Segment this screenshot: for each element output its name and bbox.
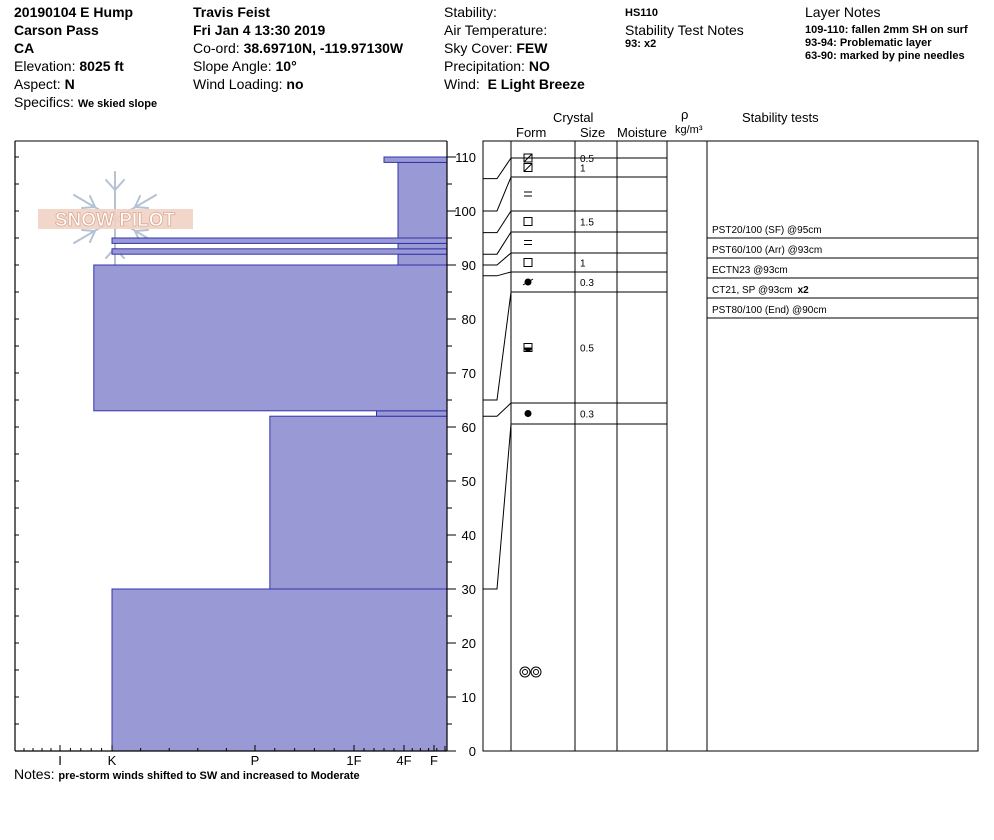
- profile-title: 20190104 E Hump: [14, 4, 134, 20]
- layer-notes-label: Layer Notes: [805, 4, 881, 20]
- crystal-size: 1: [580, 163, 586, 175]
- hardness-tick-label: F: [430, 753, 438, 768]
- melt-cluster-icon-inner: [534, 670, 539, 675]
- hardness-bar: [112, 238, 447, 243]
- stability-test-suffix: x2: [797, 285, 809, 296]
- hardness-bar: [398, 254, 447, 265]
- surface-hoar-icon-diagonal: [524, 164, 532, 172]
- rho-header: ρ: [681, 107, 689, 122]
- melt-cluster-icon: [531, 667, 541, 677]
- crystal-size: 0.5: [580, 343, 594, 355]
- stability-label: Stability:: [444, 4, 497, 20]
- wind-loading-label: Wind Loading:: [193, 76, 283, 92]
- coord-value: 38.69710N, -119.97130W: [243, 40, 404, 56]
- stability-test: ECTN23 @93cm: [712, 265, 788, 276]
- faceted-icon: [524, 218, 532, 226]
- stability-test: CT21, SP @93cm x2: [712, 285, 809, 296]
- hardness-bar: [398, 243, 447, 248]
- precip-value: NO: [528, 58, 550, 74]
- state: CA: [14, 40, 35, 56]
- elevation-value: 8025 ft: [79, 58, 124, 74]
- observer: Travis Feist: [193, 4, 271, 20]
- sky-label: Sky Cover:: [444, 40, 513, 56]
- crystal-size: 0.3: [580, 278, 594, 289]
- slope-label: Slope Angle:: [193, 58, 272, 74]
- faceted-rounded-icon-fill: [524, 348, 532, 352]
- depth-tick-label: 40: [461, 528, 476, 543]
- hs-value: HS110: [625, 7, 659, 19]
- depth-tick-label: 70: [461, 366, 476, 381]
- depth-tick-label: 80: [461, 312, 476, 327]
- specifics-value: We skied slope: [77, 98, 158, 110]
- moisture-header: Moisture: [617, 125, 667, 140]
- wind-label: Wind:: [444, 76, 480, 92]
- faceted-icon: [524, 259, 532, 267]
- slope-value: 10°: [275, 58, 297, 74]
- crystal-size: 1: [580, 258, 586, 270]
- hardness-bar: [112, 249, 447, 254]
- hardness-tick-label: 4F: [396, 753, 412, 768]
- hardness-tick-label: 1F: [346, 753, 362, 768]
- wind-value: E Light Breeze: [487, 76, 585, 92]
- density-unit-header: kg/m³: [675, 124, 703, 136]
- hardness-bar: [384, 157, 447, 162]
- hardness-tick-label: P: [250, 753, 260, 768]
- melt-cluster-icon-inner: [523, 670, 528, 675]
- elevation-label: Elevation:: [14, 58, 76, 74]
- notes-value: pre-storm winds shifted to SW and increased to Moderate: [58, 770, 360, 782]
- hardness-bar: [377, 411, 448, 416]
- sky-value: FEW: [516, 40, 548, 56]
- crystal-size: 1.5: [580, 217, 594, 229]
- layer-note: 63-90: marked by pine needles: [805, 50, 965, 62]
- aspect-label: Aspect:: [14, 76, 61, 92]
- depth-tick-label: 20: [461, 636, 476, 651]
- form-header: Form: [516, 125, 547, 140]
- stability-test: PST60/100 (Arr) @93cm: [712, 245, 823, 256]
- stability-tests-header: Stability tests: [742, 110, 819, 125]
- layer-note: 109-110: fallen 2mm SH on surf: [805, 25, 968, 36]
- depth-tick-label: 110: [455, 150, 476, 165]
- size-header: Size: [580, 125, 606, 140]
- crystal-size: 0.3: [580, 409, 594, 421]
- hardness-bar: [94, 265, 447, 411]
- depth-tick-label: 30: [461, 582, 476, 597]
- hardness-bar: [270, 416, 447, 589]
- stability-notes-value: 93: x2: [625, 38, 657, 50]
- depth-tick-label: 60: [461, 420, 476, 435]
- stability-test: PST20/100 (SF) @95cm: [712, 225, 822, 236]
- stability-notes-label: Stability Test Notes: [625, 22, 744, 38]
- aspect-value: N: [64, 76, 75, 92]
- depth-tick-label: 50: [461, 474, 476, 489]
- crystal-grid: [483, 141, 978, 751]
- layer-note: 93-94: Problematic layer: [805, 37, 932, 49]
- air-temp-label: Air Temperature:: [444, 22, 548, 38]
- hardness-bar: [112, 589, 447, 751]
- notes-label: Notes:: [14, 766, 55, 782]
- hardness-bar: [398, 162, 447, 238]
- specifics-label: Specifics:: [14, 94, 74, 110]
- rounded-grains-icon: [525, 410, 532, 417]
- melt-cluster-icon: [520, 667, 530, 677]
- wind-loading-value: no: [286, 76, 304, 92]
- crystal-header: Crystal: [553, 110, 594, 125]
- hardness-tick-label: I: [58, 753, 62, 768]
- precip-label: Precipitation:: [444, 58, 525, 74]
- stability-test: PST80/100 (End) @90cm: [712, 305, 827, 316]
- hardness-tick-label: K: [107, 753, 117, 768]
- depth-tick-label: 100: [454, 204, 476, 219]
- depth-tick-label: 10: [461, 690, 476, 705]
- logo-text: SNOW PILOT: [54, 210, 176, 231]
- depth-tick-label: 0: [468, 744, 476, 759]
- location: Carson Pass: [14, 22, 99, 38]
- hardness-profile: [94, 157, 447, 751]
- depth-tick-label: 90: [461, 258, 476, 273]
- coord-label: Co-ord:: [193, 40, 240, 56]
- crystal-size: 0.5: [580, 154, 594, 165]
- datetime: Fri Jan 4 13:30 2019: [193, 22, 326, 38]
